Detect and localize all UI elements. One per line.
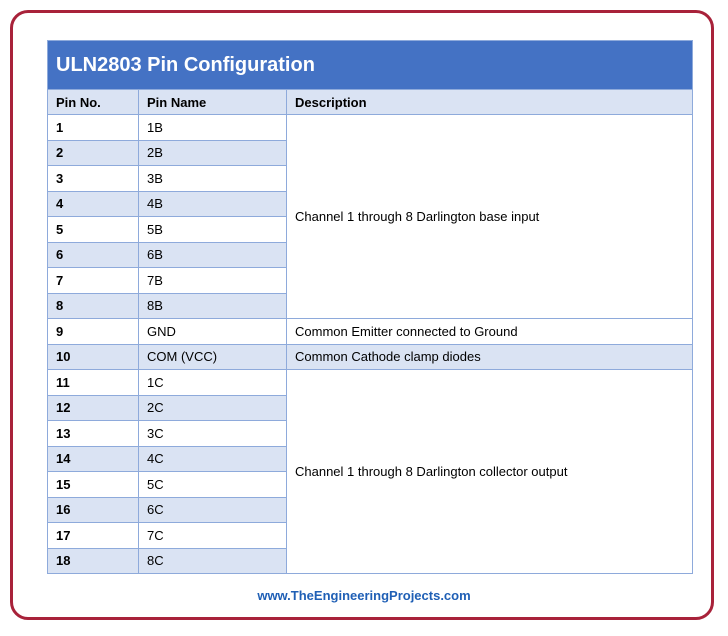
header-pin-no: Pin No. [48,90,139,115]
pin-name: 3B [139,166,287,192]
table-row [48,319,693,345]
pin-name: COM (VCC) [139,344,287,370]
pin-number: 11 [48,370,139,396]
pin-name: 4B [139,191,287,217]
pin-name: 8B [139,293,287,319]
pin-name: 6B [139,242,287,268]
pin-number: 3 [48,166,139,192]
description-ground: Common Emitter connected to Ground [287,319,693,345]
pin-number: 1 [48,115,139,141]
pin-name: 8C [139,548,287,574]
pin-configuration-table [47,40,693,574]
pin-name: 6C [139,497,287,523]
pin-name: 1B [139,115,287,141]
pin-name: GND [139,319,287,345]
pin-number: 18 [48,548,139,574]
table-title: ULN2803 Pin Configuration [48,41,693,90]
table-row [48,344,693,370]
table-row [48,115,693,141]
pin-number: 17 [48,523,139,549]
pin-number: 4 [48,191,139,217]
description-clamp: Common Cathode clamp diodes [287,344,693,370]
pin-name: 2C [139,395,287,421]
pin-name: 7C [139,523,287,549]
header-pin-name: Pin Name [139,90,287,115]
pin-name: 2B [139,140,287,166]
pin-name: 5B [139,217,287,243]
table-row [48,370,693,396]
description-base-input: Channel 1 through 8 Darlington base input [287,115,693,319]
pin-number: 7 [48,268,139,294]
pin-number: 9 [48,319,139,345]
pin-number: 2 [48,140,139,166]
table-header-row [48,90,693,115]
pin-name: 5C [139,472,287,498]
pin-name: 1C [139,370,287,396]
pin-number: 10 [48,344,139,370]
pin-number: 8 [48,293,139,319]
footer-website-link[interactable]: www.TheEngineeringProjects.com [257,588,471,603]
pin-number: 5 [48,217,139,243]
pin-name: 3C [139,421,287,447]
pin-number: 6 [48,242,139,268]
pin-number: 14 [48,446,139,472]
pin-number: 12 [48,395,139,421]
pin-number: 13 [48,421,139,447]
pin-number: 16 [48,497,139,523]
header-description: Description [287,90,693,115]
pin-name: 4C [139,446,287,472]
description-collector-output: Channel 1 through 8 Darlington collector output [287,370,693,574]
pin-name: 7B [139,268,287,294]
pin-number: 15 [48,472,139,498]
